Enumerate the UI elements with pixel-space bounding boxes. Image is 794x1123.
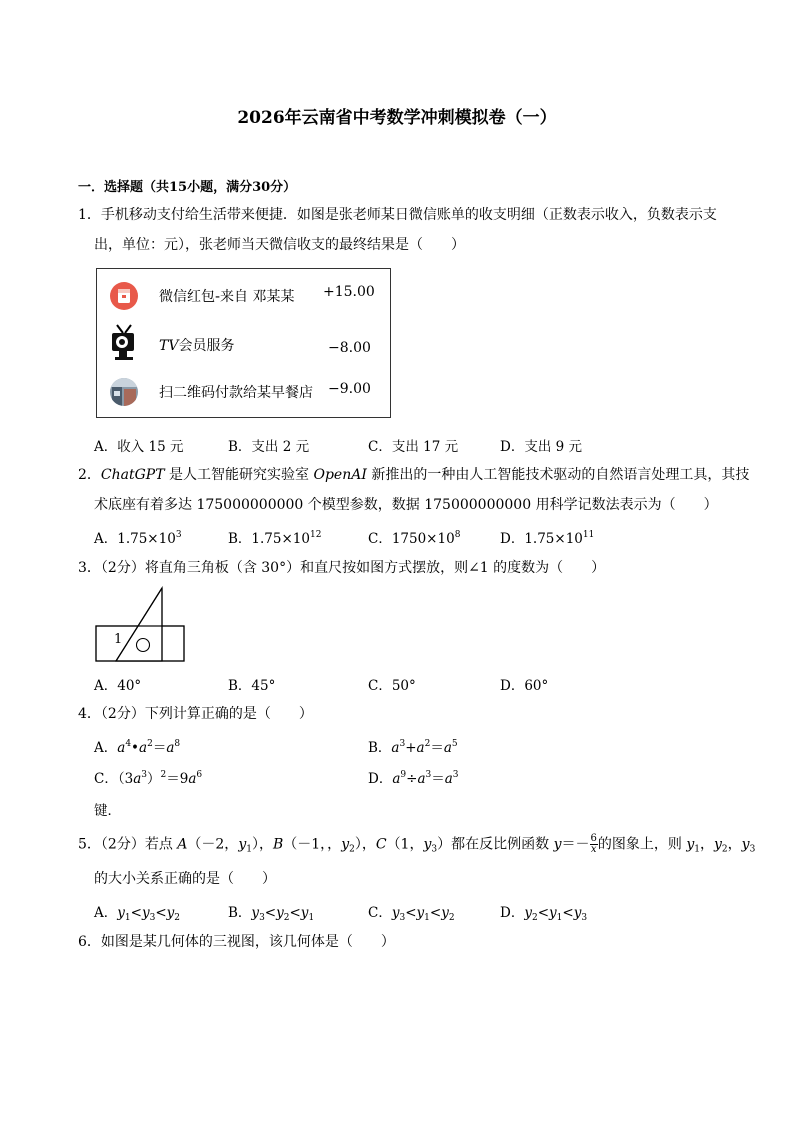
q5-fraction xyxy=(590,834,598,855)
q3-option-b: B．45° xyxy=(228,678,276,694)
q5-option-d: D．$y_2<y_1<y_3$ xyxy=(500,905,588,923)
question-4-text: 4．（2分）下列计算正确的是（ ） xyxy=(78,706,313,722)
section-heading: 一．选择题（共15小题，满分30分） xyxy=(78,180,297,195)
bill-row-2-label-rest: 会员服务 xyxy=(178,338,235,354)
q5-fraction-denominator: x xyxy=(590,844,597,855)
bill-row-3-label: 扫二维码付款给某早餐店 xyxy=(159,385,313,401)
q2-option-d-base: D．1.75×10 xyxy=(500,531,583,547)
q4-option-b: B．$a^3+a^2=a^5$ xyxy=(368,739,458,756)
q2-option-a-exp: 3 xyxy=(175,530,182,540)
q4-option-a: A．$a^4•a^2=a^8$ xyxy=(94,739,181,756)
q5-option-a: A．$y_1<y_3<y_2$ xyxy=(94,905,180,923)
bill-row-2-label xyxy=(159,335,234,355)
q1-option-b: B．支出 2 元 xyxy=(228,439,310,455)
bill-row-2-amount: −8.00 xyxy=(328,340,371,356)
q2-option-a-base: A．1.75×10 xyxy=(94,531,176,547)
q3-option-d: D．60° xyxy=(500,678,549,694)
red-envelope-icon xyxy=(109,281,139,311)
question-2-line-2: 术底座有着多达 175000000000 个模型参数，数据 175000000000 用科学记数法表示为（ ） xyxy=(94,497,718,513)
q2-option-d-exp: 11 xyxy=(582,530,595,540)
bill-row-3 xyxy=(97,377,390,407)
q4-option-b-prefix: B． xyxy=(368,740,392,756)
q2-option-d xyxy=(500,527,594,547)
q1-option-a: A．收入 15 元 xyxy=(94,439,184,455)
question-1-line-1: 1．手机移动支付给生活带来便捷．如图是张老师某日微信账单的收支明细（正数表示收入，负数表示支 xyxy=(78,207,717,223)
q4-option-c-prefix: C． xyxy=(94,771,118,787)
q3-option-a: A．40° xyxy=(94,678,142,694)
q2-number: 2． xyxy=(78,467,101,483)
question-3-text: 3．（2分）将直角三角板（含 30°）和直尺按如图方式摆放，则∠1 的度数为（ ） xyxy=(78,560,606,576)
page-title: 2026年云南省中考数学冲刺模拟卷（一） xyxy=(237,108,557,128)
q3-option-c: C．50° xyxy=(368,678,416,694)
question-5-line-1: 5．（2分）若点 A（－2，$y_1$），B（－1，，$y_2$），C（1，$y_3$）都在反比例函数 y＝－ $\frac{6}{x}$ 的图象上，则 $y_1$，$y_2$，$y_3$ xyxy=(78,833,756,855)
bill-row-3-amount: −9.00 xyxy=(328,381,371,397)
question-5-line-2: 的大小关系正确的是（ ） xyxy=(94,871,276,887)
q2-option-c xyxy=(368,527,460,547)
q5-option-b: B．$y_3<y_2<y_1$ xyxy=(228,905,315,923)
q4-option-a-prefix: A． xyxy=(94,740,118,756)
q4-option-c: C．$(3a^3)^2=9a^6$ xyxy=(94,770,203,787)
q1-option-c: C．支出 17 元 xyxy=(368,439,459,455)
q2-text-1: 是人工智能研究实验室 xyxy=(164,467,314,483)
q5-option-c: C．$y_3<y_1<y_2$ xyxy=(368,905,455,923)
q2-option-c-exp: 8 xyxy=(454,530,461,540)
bill-row-1-amount: +15.00 xyxy=(323,284,375,300)
shop-photo-icon xyxy=(109,377,139,407)
question-6-text: 6．如图是某几何体的三视图，该几何体是（ ） xyxy=(78,934,395,950)
bill-row-2-label-tv: TV xyxy=(159,338,179,354)
q2-option-a xyxy=(94,527,182,547)
tv-icon xyxy=(109,323,139,363)
q5-number: 5．（2分）若点 xyxy=(78,836,178,853)
q2-openai: OpenAI xyxy=(313,467,367,483)
bill-row-1-label: 微信红包-来自 邓某某 xyxy=(159,289,295,305)
q2-option-b xyxy=(228,527,321,547)
q4-note: 键． xyxy=(94,803,121,819)
q2-option-c-base: C．1750×10 xyxy=(368,531,455,547)
question-2-line-1 xyxy=(78,465,749,485)
q4-option-d-prefix: D． xyxy=(368,771,393,787)
q1-option-d: D．支出 9 元 xyxy=(500,439,582,455)
wechat-bill-figure xyxy=(96,268,391,418)
q4-option-d: D．$a^9\div a^3=a^3$ xyxy=(368,770,459,787)
q2-chatgpt: ChatGPT xyxy=(100,467,165,483)
q2-option-b-exp: 12 xyxy=(309,530,322,540)
q2-text-2: 新推出的一种由人工智能技术驱动的自然语言处理工具，其技 xyxy=(366,467,750,483)
bill-row-2 xyxy=(97,323,390,363)
q2-option-b-base: B．1.75×10 xyxy=(228,531,310,547)
question-1-line-2: 出，单位：元），张老师当天微信收支的最终结果是（ ） xyxy=(94,237,465,253)
q5-fraction-numerator: 6 xyxy=(590,833,597,844)
bill-row-1 xyxy=(97,281,390,311)
angle-1-label: 1 xyxy=(114,632,123,647)
triangle-ruler-figure xyxy=(94,586,188,664)
